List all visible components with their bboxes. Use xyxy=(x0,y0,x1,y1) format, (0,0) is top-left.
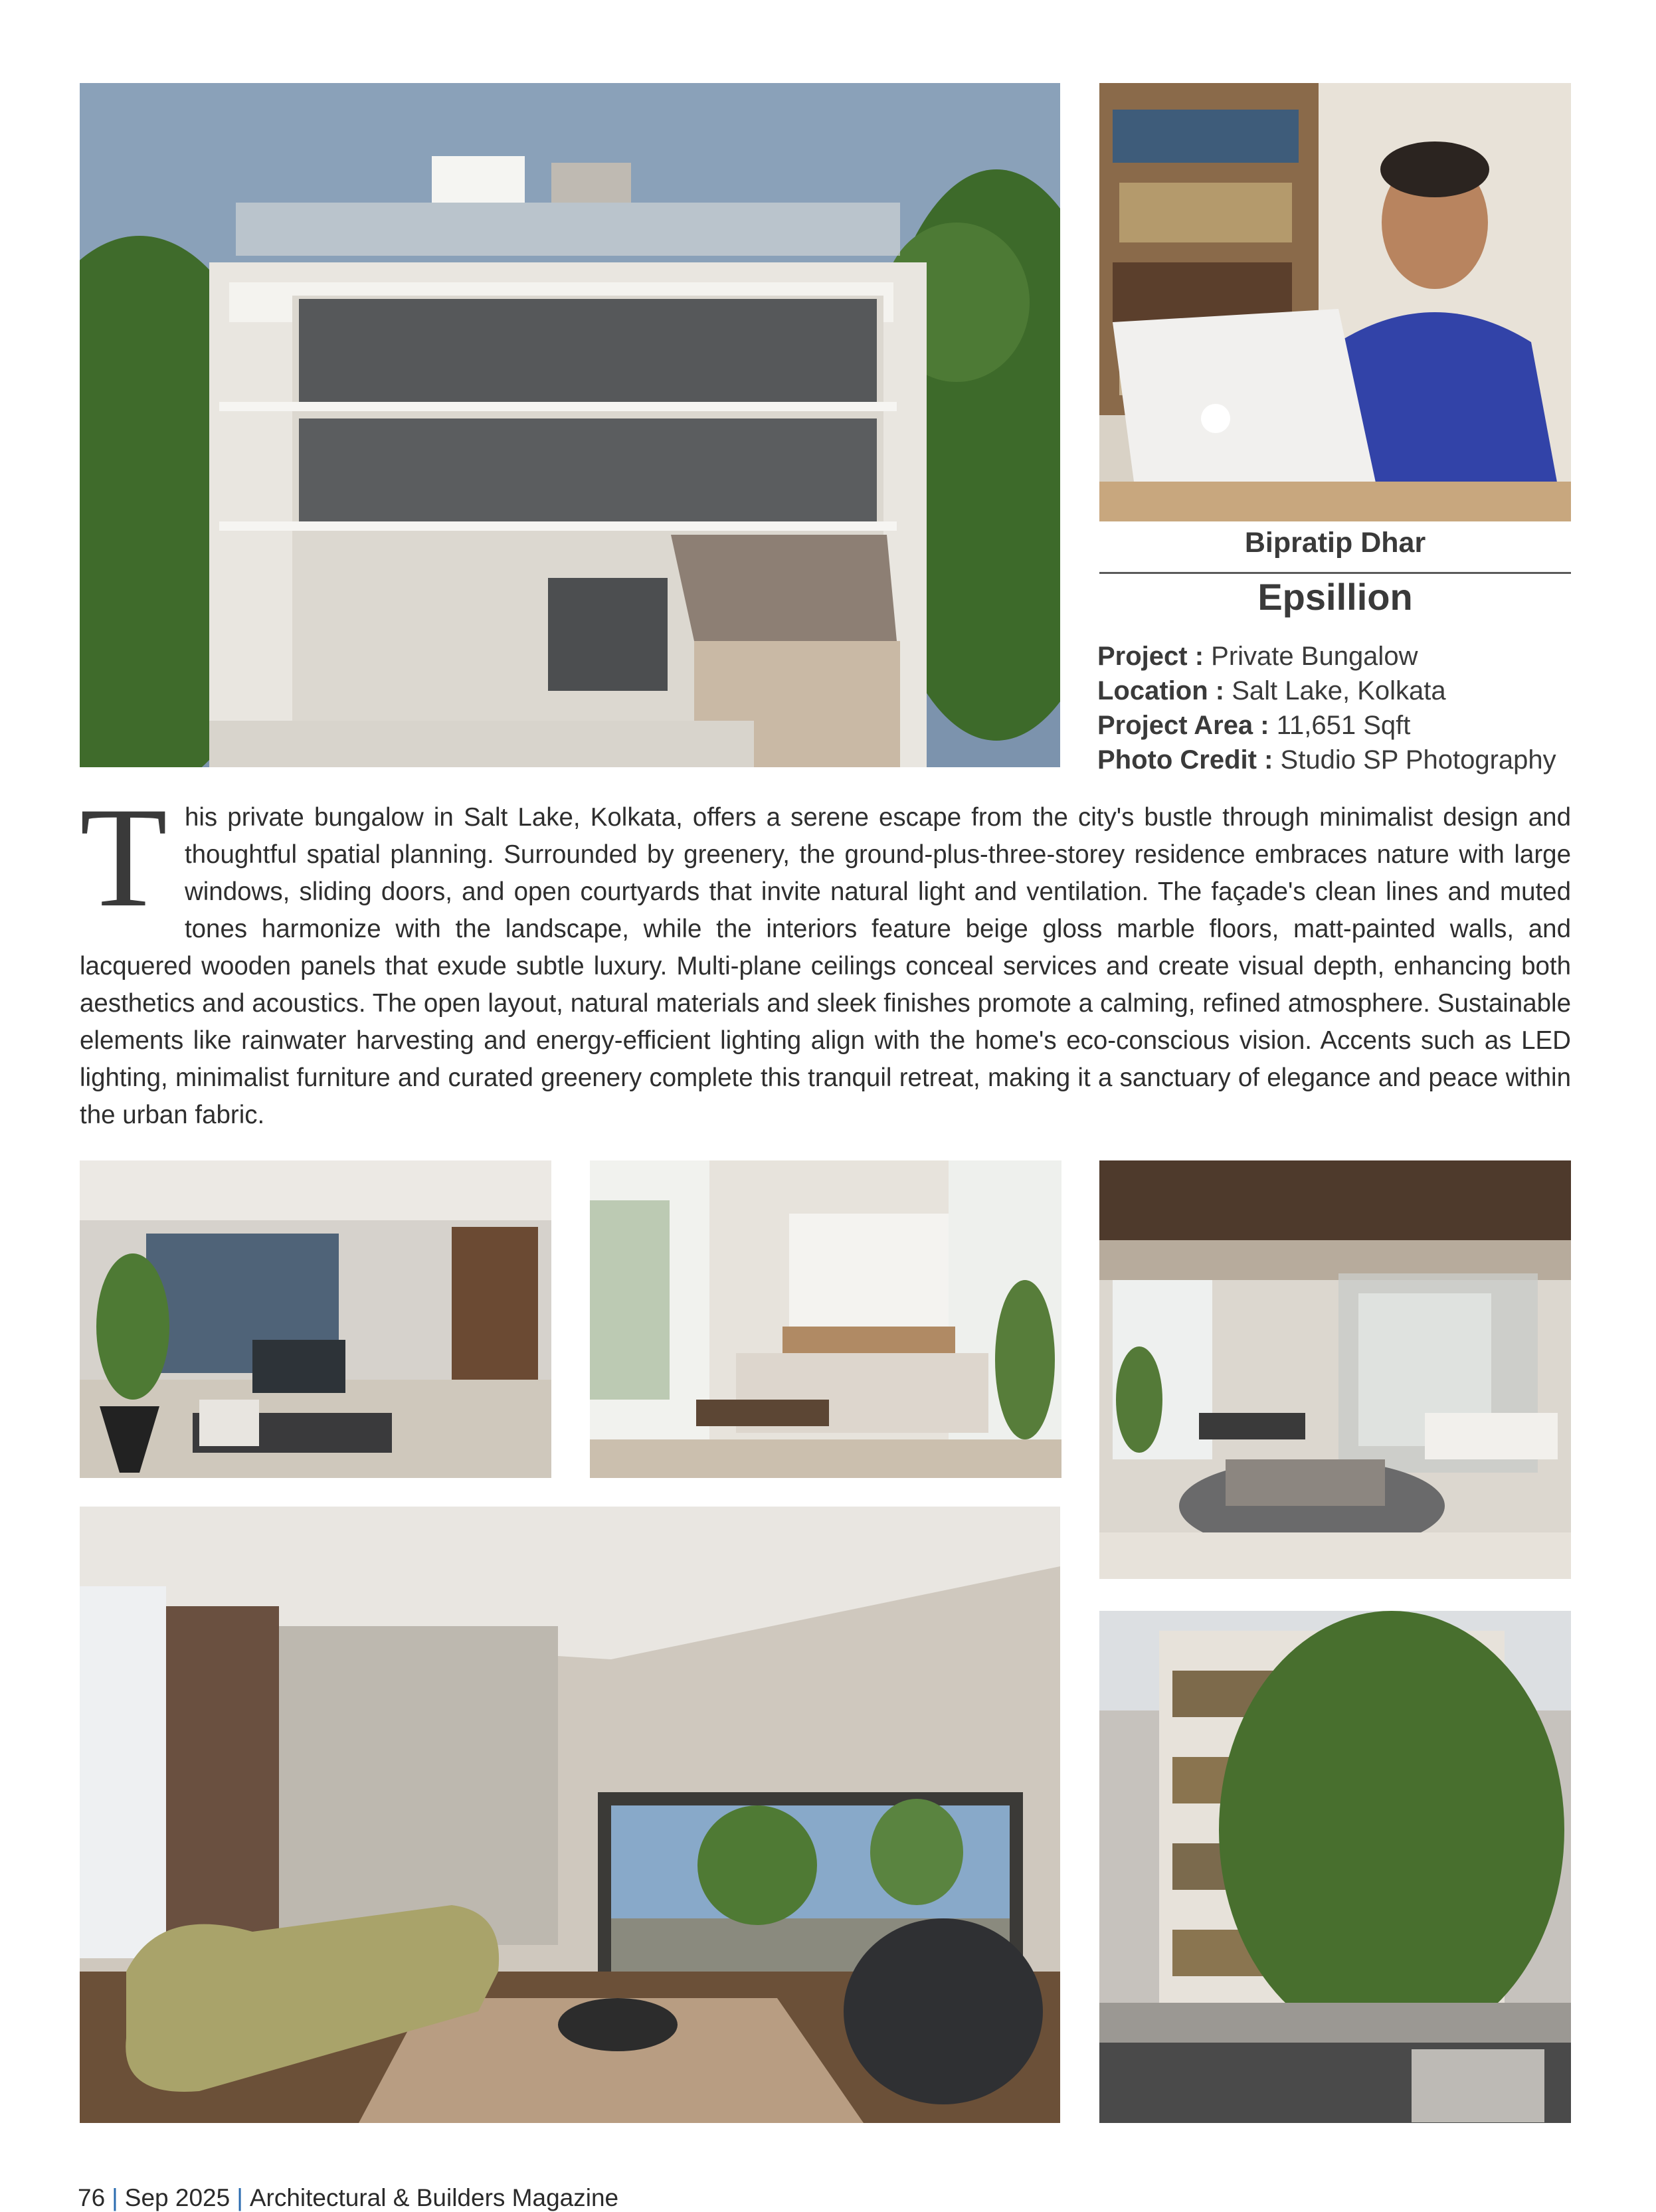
facade-photo xyxy=(80,83,1060,767)
photo-credit-label: Photo Credit : xyxy=(1097,745,1273,775)
company-name: Epsillion xyxy=(1257,576,1413,618)
location-value: Salt Lake, Kolkata xyxy=(1224,676,1446,705)
family-room-photo xyxy=(80,1507,1060,2123)
project-type-label: Project : xyxy=(1097,642,1204,671)
photo-credit-value: Studio SP Photography xyxy=(1273,745,1556,775)
lounge-photo xyxy=(1099,1160,1571,1579)
article-body xyxy=(80,778,1571,1134)
page-number: 76 xyxy=(78,2184,106,2211)
photo-credit-row xyxy=(1097,743,1589,777)
author-divider xyxy=(1099,572,1571,574)
author-portrait xyxy=(1099,83,1571,521)
bedroom-photo xyxy=(590,1160,1061,1478)
issue-date: Sep 2025 xyxy=(124,2184,230,2211)
footer-separator: | xyxy=(112,2184,118,2211)
living-room-photo xyxy=(80,1160,551,1478)
project-area-label: Project Area : xyxy=(1097,711,1269,740)
footer-separator: | xyxy=(236,2184,243,2211)
location-label: Location : xyxy=(1097,676,1225,705)
exterior-photo xyxy=(1099,1611,1571,2123)
project-info xyxy=(1097,639,1589,777)
project-type-row xyxy=(1097,639,1589,674)
author-name: Bipratip Dhar xyxy=(1244,527,1426,559)
project-type-value: Private Bungalow xyxy=(1204,642,1418,671)
page-footer xyxy=(78,2184,618,2212)
location-row xyxy=(1097,674,1589,708)
project-area-value: 11,651 Sqft xyxy=(1269,711,1411,740)
drop-cap: T xyxy=(80,778,167,937)
article-text: his private bungalow in Salt Lake, Kolkata, offers a serene escape from the city's bustle through minimalist design and thoughtful spatial planning. Surrounded by greenery, the ground-plus-three-storey residence embraces nature with large windows, sliding doors, and open courtyards that invite natural light and ventilation. The façade's clean lines and muted tones harmonize with the landscape, while the interiors feature beige gloss marble floors, matt-painted walls, and lacquered wooden panels that exude subtle luxury. Multi-plane ceilings conceal services and create visual depth, enhancing both aesthetics and acoustics. The open layout, natural materials and sleek finishes promote a calming, refined atmosphere. Sustainable elements like rainwater harvesting and energy-efficient lighting align with the home's eco-conscious vision. Accents such as LED lighting, minimalist furniture and curated greenery complete this tranquil retreat, making it a sanctuary of elegance and peace within the urban fabric. xyxy=(80,803,1571,1129)
magazine-name: Architectural & Builders Magazine xyxy=(249,2184,619,2211)
project-area-row xyxy=(1097,708,1589,743)
